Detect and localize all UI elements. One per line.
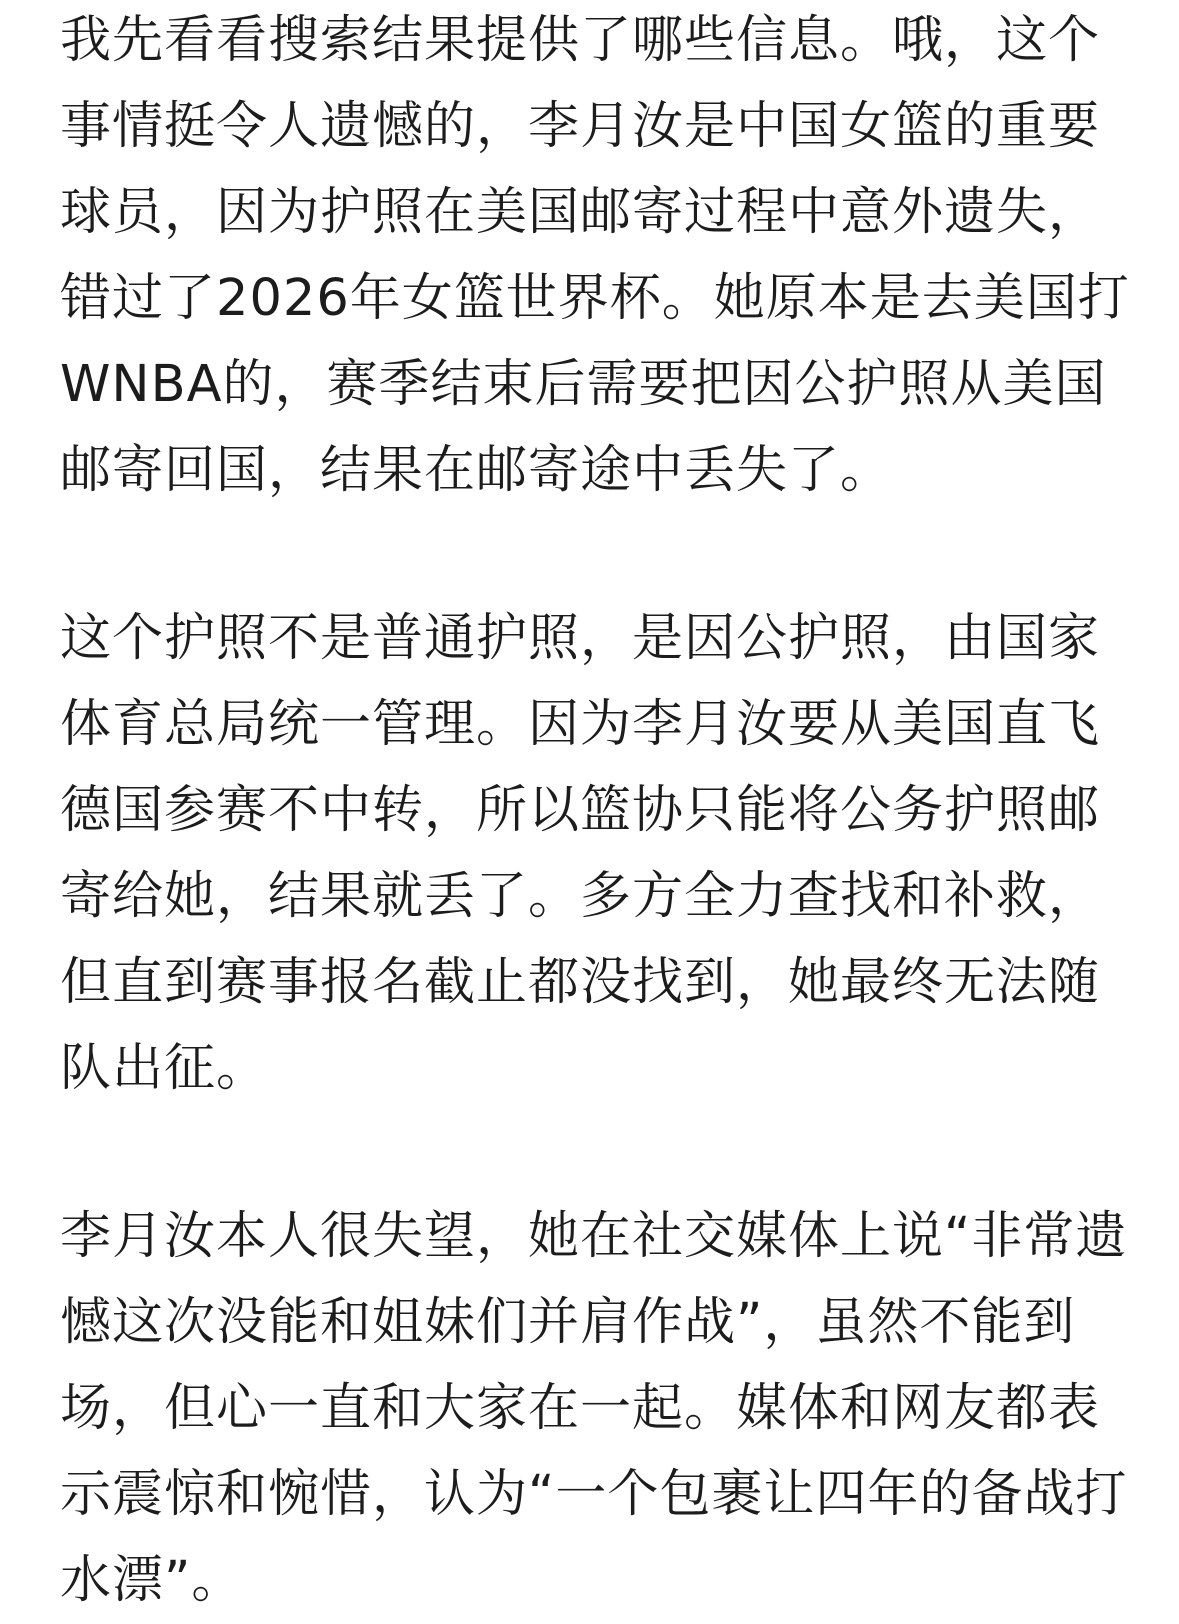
paragraph-line: 但直到赛事报名截止都没找到，她最终无法随: [60, 953, 1101, 1012]
paragraph-line: WNBA的，赛季结束后需要把因公护照从美国: [60, 355, 1107, 414]
paragraph-2: [60, 596, 1100, 1112]
paragraph-3: [60, 1194, 1128, 1624]
paragraph-line: 憾这次没能和姐妹们并肩作战”，虽然不能到: [60, 1293, 1076, 1352]
paragraph-line: 李月汝本人很失望，她在社交媒体上说“非常遗: [60, 1207, 1128, 1266]
paragraph-line: 这个护照不是普通护照，是因公护照，由国家: [60, 609, 1101, 668]
paragraph-line: 错过了2026年女篮世界杯。她原本是去美国打: [60, 269, 1130, 328]
paragraph-line: 队出征。: [60, 1039, 269, 1098]
paragraph-line: 体育总局统一管理。因为李月汝要从美国直飞: [60, 695, 1101, 754]
paragraph-line: 德国参赛不中转，所以篮协只能将公务护照邮: [60, 781, 1101, 840]
article-body: [60, 0, 1130, 1624]
paragraph-spacer: [60, 1112, 1100, 1194]
paragraph-line: 寄给她，结果就丢了。多方全力查找和补救，: [60, 867, 1101, 926]
paragraph-line: 水漂”。: [60, 1551, 244, 1610]
paragraph-line: 邮寄回国，结果在邮寄途中丢失了。: [60, 441, 893, 500]
paragraph-line: 球员，因为护照在美国邮寄过程中意外遗失，: [60, 183, 1101, 242]
paragraph-line: 我先看看搜索结果提供了哪些信息。哦，这个: [60, 11, 1101, 70]
paragraph-line: 示震惊和惋惜，认为“一个包裹让四年的备战打: [60, 1465, 1128, 1524]
paragraph-spacer: [60, 514, 1100, 596]
paragraph-1: [60, 0, 1130, 514]
paragraph-line: 事情挺令人遗憾的，李月汝是中国女篮的重要: [60, 97, 1101, 156]
paragraph-line: 场，但心一直和大家在一起。媒体和网友都表: [60, 1379, 1101, 1438]
